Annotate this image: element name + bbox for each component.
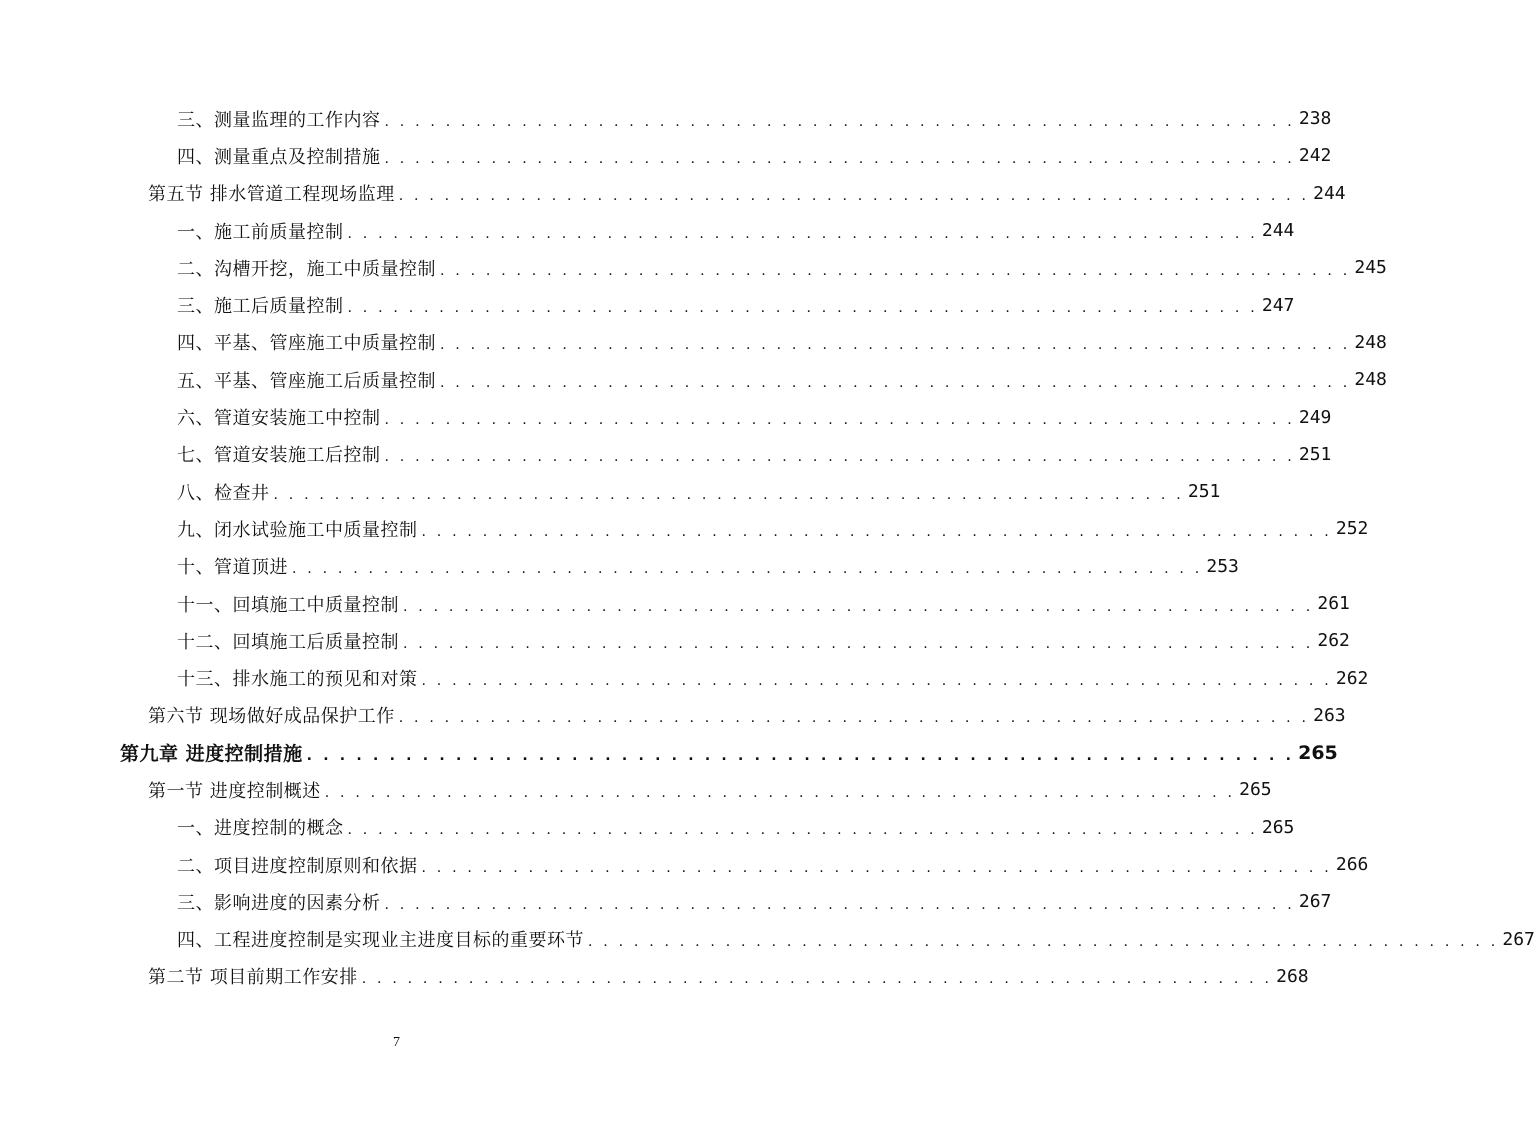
toc-entry-page: 248: [1354, 369, 1387, 391]
toc-entry-page: 262: [1317, 630, 1350, 652]
toc-entry[interactable]: [0, 175, 1346, 212]
toc-entry-title: 一、施工前质量控制: [177, 221, 344, 243]
toc-entry-title: 九、闭水试验施工中质量控制: [177, 519, 418, 541]
dot-leader: . . . . . . . . . . . . . . . . . . . . . . . . . . . . . . . . . . . . . . . . . . . . . . . . . . . . . . . . . . . .: [440, 262, 1351, 279]
toc-entry[interactable]: [0, 548, 1239, 585]
toc-entry[interactable]: [0, 697, 1346, 734]
dot-leader: . . . . . . . . . . . . . . . . . . . . . . . . . . . . . . . . . . . . . . . . . . . . . . . . . . . . . . . . . . . .: [361, 971, 1273, 988]
dot-leader: . . . . . . . . . . . . . . . . . . . . . . . . . . . . . . . . . . . . . . . . . . . . . . . . . . . . . . . . . . . .: [347, 822, 1258, 839]
table-of-contents: [0, 100, 1535, 995]
toc-entry-title: 一、进度控制的概念: [177, 818, 344, 840]
toc-entry[interactable]: [0, 510, 1369, 547]
toc-entry[interactable]: [0, 249, 1387, 286]
toc-entry[interactable]: [0, 883, 1332, 920]
toc-entry-title: 四、平基、管座施工中质量控制: [177, 333, 436, 355]
toc-entry-page: 249: [1298, 406, 1332, 428]
toc-entry[interactable]: [0, 921, 1535, 958]
toc-entry-page: 261: [1317, 593, 1350, 614]
dot-leader: . . . . . . . . . . . . . . . . . . . . . . . . . . . . . . . . . . . . . . . . . . . . . . . . . . . . . . . . . . . .: [403, 598, 1314, 615]
toc-entry[interactable]: [0, 734, 1338, 771]
toc-entry-page: 244: [1261, 220, 1295, 242]
toc-entry-page: 248: [1354, 331, 1387, 353]
dot-leader: . . . . . . . . . . . . . . . . . . . . . . . . . . . . . . . . . . . . . . . . . . . . . . . . . . . . . . . . . . . .: [398, 710, 1310, 727]
toc-entry[interactable]: [0, 361, 1387, 398]
toc-entry-page: 265: [1239, 779, 1272, 801]
toc-entry-title: 十二、回填施工后质量控制: [177, 631, 399, 653]
toc-entry-page: 262: [1335, 667, 1369, 689]
toc-entry-page: 265: [1298, 741, 1338, 764]
toc-entry[interactable]: [0, 436, 1332, 473]
dot-leader: . . . . . . . . . . . . . . . . . . . . . . . . . . . . . . . . . . . . . . . . . . . . . . . . . . . . . . . . . . . .: [398, 188, 1310, 205]
dot-leader: . . . . . . . . . . . . . . . . . . . . . . . . . . . . . . . . . . . . . . . . . . . . . . . . . . . . . . . . . . . .: [292, 561, 1203, 578]
toc-entry-page: 244: [1313, 182, 1346, 204]
toc-entry-page: 252: [1335, 518, 1369, 540]
toc-entry-title: 四、测量重点及控制措施: [177, 146, 381, 168]
toc-entry-title: 七、管道安装施工后控制: [177, 445, 381, 467]
dot-leader: . . . . . . . . . . . . . . . . . . . . . . . . . . . . . . . . . . . . . . . . . . . . . . . . . . . . . . . . . . . .: [306, 747, 1295, 764]
toc-entry-page: 251: [1187, 481, 1221, 503]
toc-entry[interactable]: [0, 212, 1295, 249]
toc-entry[interactable]: [0, 137, 1332, 174]
toc-entry-title: 第二节 项目前期工作安排: [148, 967, 358, 989]
toc-entry-page: 251: [1298, 443, 1332, 465]
dot-leader: . . . . . . . . . . . . . . . . . . . . . . . . . . . . . . . . . . . . . . . . . . . . . . . . . . . . . . . . . . . .: [347, 225, 1258, 242]
toc-entry-title: 三、影响进度的因素分析: [177, 892, 381, 914]
toc-entry[interactable]: [0, 100, 1332, 137]
dot-leader: . . . . . . . . . . . . . . . . . . . . . . . . . . . . . . . . . . . . . . . . . . . . . . . . . . . . . . . . . . . .: [403, 635, 1314, 652]
dot-leader: . . . . . . . . . . . . . . . . . . . . . . . . . . . . . . . . . . . . . . . . . . . . . . . . . . . . . . . . . . . .: [440, 374, 1351, 391]
toc-entry[interactable]: [0, 958, 1309, 995]
toc-entry[interactable]: [0, 398, 1332, 435]
dot-leader: . . . . . . . . . . . . . . . . . . . . . . . . . . . . . . . . . . . . . . . . . . . . . . . . . . . . . . . . . . . .: [347, 300, 1258, 317]
toc-entry-title: 十三、排水施工的预见和对策: [177, 669, 418, 691]
dot-leader: . . . . . . . . . . . . . . . . . . . . . . . . . . . . . . . . . . . . . . . . . . . . . . . . . . . . . . . . . . . .: [384, 150, 1295, 167]
toc-entry-title: 十一、回填施工中质量控制: [177, 594, 399, 616]
toc-entry-title: 八、检查井: [177, 482, 270, 504]
toc-entry-title: 二、沟槽开挖，施工中质量控制: [177, 258, 436, 280]
toc-entry-title: 三、测量监理的工作内容: [177, 109, 381, 131]
toc-entry[interactable]: [0, 286, 1295, 323]
toc-entry-title: 十、管道顶进: [177, 557, 288, 579]
toc-entry-page: 253: [1206, 555, 1239, 577]
toc-entry[interactable]: [0, 473, 1221, 510]
toc-entry-page: 265: [1261, 816, 1295, 838]
dot-leader: . . . . . . . . . . . . . . . . . . . . . . . . . . . . . . . . . . . . . . . . . . . . . . . . . . . . . . . . . . . .: [440, 337, 1351, 354]
dot-leader: . . . . . . . . . . . . . . . . . . . . . . . . . . . . . . . . . . . . . . . . . . . . . . . . . . . . . . . . . . . .: [384, 449, 1295, 466]
toc-entry-title: 二、项目进度控制原则和依据: [177, 855, 418, 877]
dot-leader: . . . . . . . . . . . . . . . . . . . . . . . . . . . . . . . . . . . . . . . . . . . . . . . . . . . . . . . . . . . .: [384, 113, 1295, 130]
toc-entry-title: 四、工程进度控制是实现业主进度目标的重要环节: [177, 930, 584, 952]
dot-leader: . . . . . . . . . . . . . . . . . . . . . . . . . . . . . . . . . . . . . . . . . . . . . . . . . . . . . . . . . . . .: [421, 673, 1332, 690]
toc-entry-page: 247: [1261, 294, 1295, 316]
toc-entry-page: 268: [1276, 965, 1309, 987]
dot-leader: . . . . . . . . . . . . . . . . . . . . . . . . . . . . . . . . . . . . . . . . . . . . . . . . . . . . . . . . . . . .: [588, 934, 1499, 951]
toc-entry-title: 三、施工后质量控制: [177, 296, 344, 318]
dot-leader: . . . . . . . . . . . . . . . . . . . . . . . . . . . . . . . . . . . . . . . . . . . . . . . . . . . . . . . . . . . .: [384, 896, 1295, 913]
toc-entry-page: 238: [1298, 108, 1332, 130]
dot-leader: . . . . . . . . . . . . . . . . . . . . . . . . . . . . . . . . . . . . . . . . . . . . . . . . . . . . . . . . . . . .: [324, 784, 1236, 801]
toc-entry-page: 242: [1298, 145, 1332, 167]
toc-entry-title: 第一节 进度控制概述: [148, 780, 321, 802]
dot-leader: . . . . . . . . . . . . . . . . . . . . . . . . . . . . . . . . . . . . . . . . . . . . . . . . . . . . . . . . . . . .: [421, 859, 1332, 876]
toc-entry-title: 第六节 现场做好成品保护工作: [148, 706, 395, 728]
toc-entry-page: 267: [1502, 928, 1535, 950]
toc-entry-page: 267: [1298, 891, 1332, 913]
toc-entry[interactable]: [0, 585, 1350, 622]
toc-entry[interactable]: [0, 771, 1272, 808]
toc-entry[interactable]: [0, 846, 1369, 883]
toc-entry[interactable]: [0, 324, 1387, 361]
toc-entry-page: 263: [1313, 704, 1346, 726]
toc-entry[interactable]: [0, 622, 1350, 659]
toc-entry[interactable]: [0, 659, 1369, 696]
dot-leader: . . . . . . . . . . . . . . . . . . . . . . . . . . . . . . . . . . . . . . . . . . . . . . . . . . . . . . . . . . . .: [421, 523, 1332, 540]
toc-entry-page: 266: [1335, 854, 1369, 876]
toc-entry-title: 第九章 进度控制措施: [120, 743, 303, 766]
toc-entry-page: 245: [1354, 257, 1387, 279]
page-number: 7: [393, 1035, 400, 1050]
toc-entry-title: 六、管道安装施工中控制: [177, 408, 381, 430]
toc-entry[interactable]: [0, 809, 1295, 846]
dot-leader: . . . . . . . . . . . . . . . . . . . . . . . . . . . . . . . . . . . . . . . . . . . . . . . . . . . . . . . . . . . .: [273, 486, 1184, 503]
toc-entry-title: 第五节 排水管道工程现场监理: [148, 184, 395, 206]
dot-leader: . . . . . . . . . . . . . . . . . . . . . . . . . . . . . . . . . . . . . . . . . . . . . . . . . . . . . . . . . . . .: [384, 412, 1295, 429]
toc-entry-title: 五、平基、管座施工后质量控制: [177, 370, 436, 392]
